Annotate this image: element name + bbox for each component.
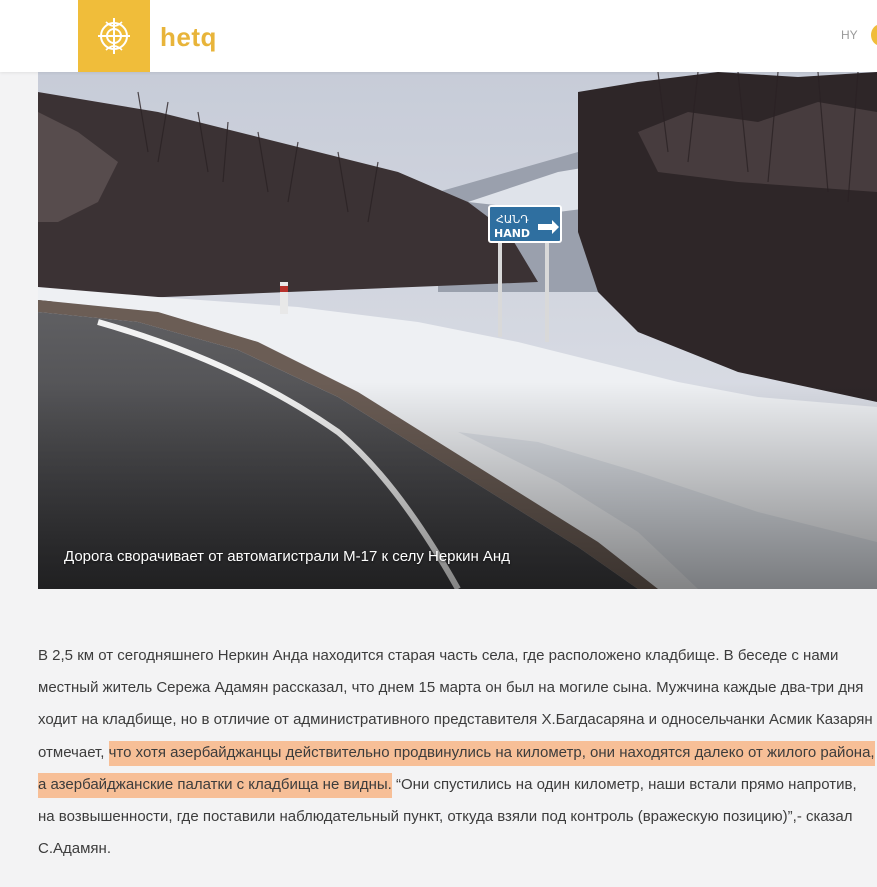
article-paragraph xyxy=(38,640,877,865)
site-header xyxy=(0,0,877,72)
globe-logo-icon xyxy=(94,16,134,56)
paragraph-text-start: В 2,5 км от сегодняшнего Неркин Анда находится старая часть села, где расположено кладбище. В беседе с нами местный житель Сережа Адамян рассказал, что днем 15 марта он был на могиле сына. Мужчина каждые два-три дня ходит на кладбище, но в отличие от административного представителя Х.Багдасаряна и односельчанки Асмик Казарян отмечает, xyxy=(38,647,873,761)
photo-caption: Дорога сворачивает от автомагистрали М-17 к селу Неркин Анд xyxy=(64,548,510,565)
article-body xyxy=(38,640,877,865)
menu-toggle-icon[interactable] xyxy=(871,24,877,46)
road-photo-illustration xyxy=(38,72,877,589)
highlighted-text: что хотя азербайджанцы действительно продвинулись на километр, они находятся далеко от жилого района, а азербайджанские палатки с кладбища не видны. xyxy=(38,741,875,798)
article-photo xyxy=(38,72,877,589)
logo-badge[interactable] xyxy=(78,0,150,72)
paragraph-text-end: “Они спустились на один километр, наши встали прямо напротив, на возвышенности, где поставили наблюдательный пункт, откуда взяли под контроль (вражескую позицию)”,- сказал С.Адамян. xyxy=(38,775,857,858)
language-switch[interactable]: HY xyxy=(841,28,858,42)
site-logo-text[interactable]: hetq xyxy=(160,22,217,52)
